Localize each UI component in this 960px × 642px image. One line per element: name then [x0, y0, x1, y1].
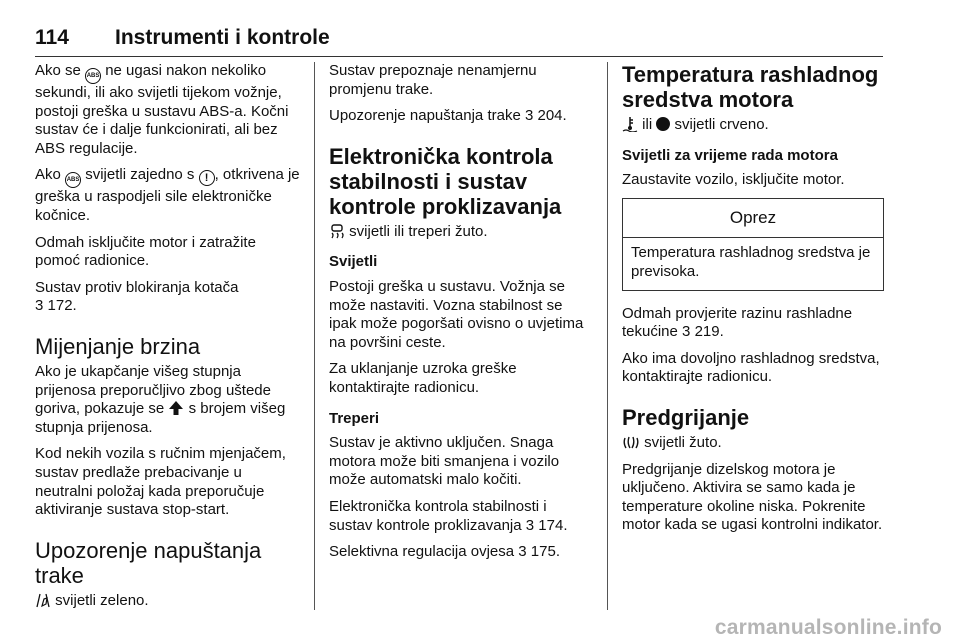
- page-reference-icon: 3: [682, 323, 691, 341]
- column-1: [35, 62, 301, 618]
- page-header: [35, 22, 883, 57]
- traction-control-icon: [329, 223, 345, 239]
- subheading-flashing: Treperi: [329, 409, 380, 427]
- column-divider-1: [314, 62, 315, 610]
- paragraph: Elektronička kontrola stabilnosti i sustav kontrole proklizavanja 3 174.: [329, 497, 568, 534]
- paragraph: Sustav prepoznaje nenamjernu promjenu trake.: [329, 62, 537, 98]
- paragraph: svijetli ili treperi žuto.: [329, 223, 594, 242]
- page-reference-link[interactable]: 174.: [538, 516, 568, 534]
- page-number: 114: [35, 26, 69, 49]
- section-heading-esc: Elektronička kontrola stabilnosti i sustav kontrole proklizavanja: [329, 143, 562, 219]
- caution-title: Oprez: [623, 199, 883, 239]
- caution-box: [622, 198, 884, 291]
- page-reference-link[interactable]: 204.: [537, 107, 567, 125]
- column-2: [329, 62, 594, 570]
- paragraph: Odmah provjerite razinu rashladne tekućine 3 219.: [622, 304, 853, 341]
- page-reference-icon: 3: [524, 107, 534, 125]
- paragraph: Odmah isključite motor i zatražite pomoć radionice.: [35, 233, 256, 270]
- caution-text: Temperatura rashladnog sredstva je previsoka.: [631, 244, 871, 280]
- shift-up-arrow-icon: [168, 400, 184, 416]
- paragraph: Za uklanjanje uzroka greške kontaktirajte radionicu.: [329, 360, 517, 396]
- paragraph: Sustav protiv blokiranja kotača 3 172.: [35, 278, 239, 315]
- paragraph: svijetli zeleno.: [35, 592, 301, 611]
- paragraph: Ako se ABS ne ugasi nakon nekoliko sekundi, ili ako svijetli tijekom vožnje, postoji greška u sustavu ABS-a. Kočni sustav će i dalje funkcionirati, ali bez ABS regulacije.: [35, 62, 289, 157]
- section-heading-coolant-temp: Temperatura rashladnog sredstva motora: [622, 62, 879, 112]
- column-3: [622, 62, 884, 543]
- page-reference-icon: 3: [35, 297, 44, 315]
- watermark: carmanualsonline.info: [714, 616, 942, 639]
- paragraph: svijetli žuto.: [622, 434, 884, 453]
- page-reference-icon: 3: [518, 543, 527, 561]
- paragraph: Ako ABS svijetli zajedno s ! , otkrivena je greška u raspodjeli sile elektroničke kočnice.: [35, 166, 300, 224]
- section-heading-gear-shift: Mijenjanje brzina: [35, 333, 201, 359]
- lane-departure-icon: [35, 592, 51, 608]
- paragraph: Upozorenje napuštanja trake 3 204.: [329, 107, 567, 125]
- paragraph: Postoji greška u sustavu. Vožnja se može nastaviti. Vozna stabilnost se ipak može pogoršati ovisno o uvjetima na površini ceste.: [329, 277, 584, 351]
- paragraph: Zaustavite vozilo, isključite motor.: [622, 171, 845, 189]
- glow-plug-icon: [622, 434, 640, 450]
- page-reference-link[interactable]: 175.: [530, 543, 560, 561]
- page-reference-link[interactable]: 219.: [694, 323, 724, 341]
- page-reference-icon: 3: [525, 516, 535, 534]
- subheading-while-running: Svijetli za vrijeme rada motora: [622, 146, 838, 164]
- page-title: Instrumenti i kontrole: [115, 26, 330, 49]
- section-heading-lane-departure: Upozorenje napuštanja trake: [35, 537, 262, 588]
- paragraph: Ako ima dovoljno rashladnog sredstva, kontaktirajte radionicu.: [622, 349, 880, 386]
- page-reference-link[interactable]: 172.: [47, 297, 77, 315]
- section-heading-preheat: Predgrijanje: [622, 404, 750, 430]
- paragraph: Predgrijanje dizelskog motora je uključeno. Aktivira se samo kada je temperature okoline niska. Pokrenite motor kada se ugasi kontrolni indikator.: [622, 460, 883, 534]
- abs-warning-icon: ABS: [65, 172, 81, 188]
- paragraph: Kod nekih vozila s ručnim mjenjačem, sustav predlaže prebacivanje u neutralni položaj kada preporučuje aktiviranje sustava stop-start.: [35, 445, 286, 519]
- subheading-lit: Svijetli: [329, 253, 378, 271]
- brake-warning-icon: !: [199, 170, 215, 186]
- paragraph: ili svijetli crveno.: [622, 116, 884, 135]
- paragraph: Sustav je aktivno uključen. Snaga motora može biti smanjena i vozilo može automatski malo kočiti.: [329, 434, 560, 489]
- column-divider-2: [607, 62, 608, 610]
- coolant-indicator-dot-icon: [656, 117, 670, 131]
- abs-warning-icon: ABS: [85, 68, 101, 84]
- coolant-temperature-icon: [622, 116, 638, 132]
- paragraph: Selektivna regulacija ovjesa 3 175.: [329, 543, 560, 561]
- paragraph: Ako je ukapčanje višeg stupnja prijenosa preporučljivo zbog uštede goriva, pokazuje se s brojem višeg stupnja prijenosa.: [35, 362, 286, 436]
